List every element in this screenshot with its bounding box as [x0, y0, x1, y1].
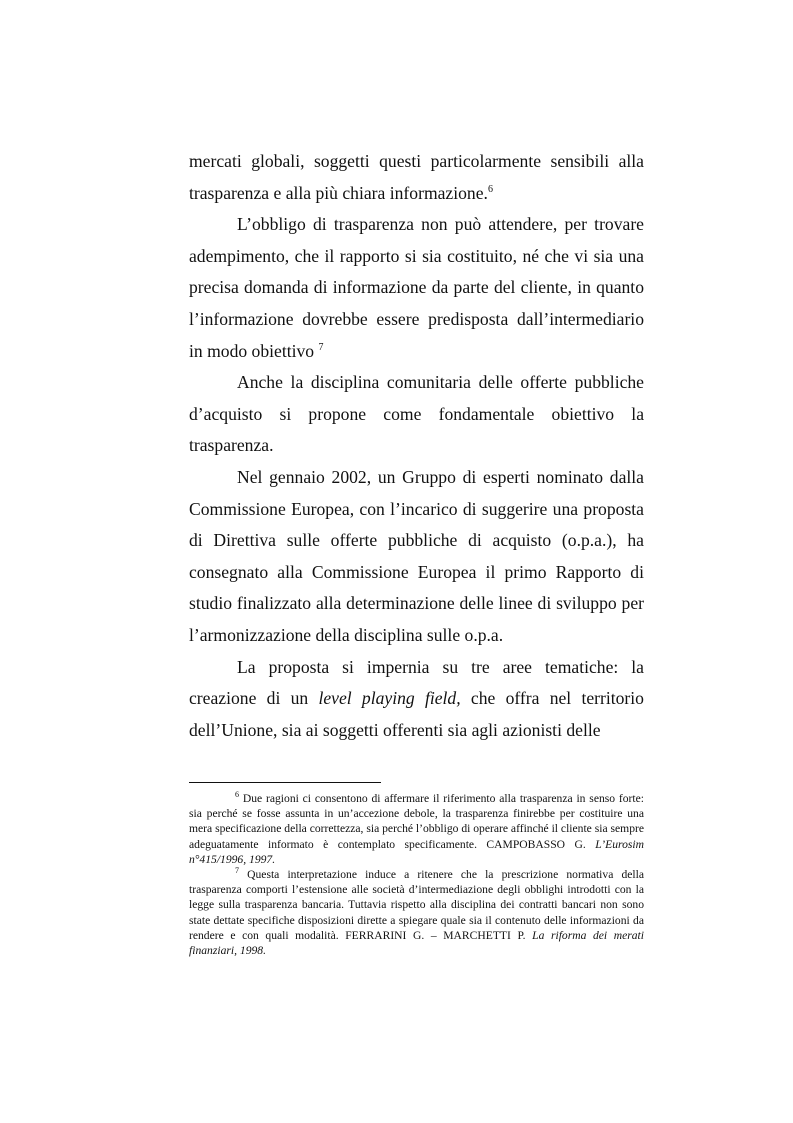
footnote-ref-7[interactable]: 7 [318, 341, 324, 353]
paragraph-2: L’obbligo di trasparenza non può attendere, per trovare adempimento, che il rapporto si sia costituito, né che vi sia una precisa domanda di informazione da parte del cliente, in quanto l’informazione dovrebbe essere predisposta dall’intermediario in modo obiettivo $^7$ [189, 214, 644, 361]
footnote-7: $^7$ Questa interpretazione induce a ritenere che la prescrizione normativa della trasparenza comporti l’estensione alle società d’intermediazione degli obblighi introdotti con la legge sulla trasparenza bancaria. Tuttavia rispetto alla disciplina dei contratti bancari non sono state dettate specifiche disposizioni dirette a spiegare quale sia il contenuto delle informazioni da rendere e con quali modalità. FERRARINI G. – MARCHETTI P. La riforma dei merati finanziari, 1998. [189, 866, 644, 958]
footnote-separator [189, 782, 381, 783]
footnote-6: $^6$ Due ragioni ci consentono di affermare il riferimento alla trasparenza in senso forte: sia perché se fosse assunta in un’accezione debole, la trasparenza finirebbe per costituire una mera specificazione della correttezza, sia perché l’obbligo di operare affinché il cliente sia sempre adeguatamente informato è contemplato specificamente. CAMPOBASSO G. L’Eurosim n°415/1996, 1997. [189, 790, 645, 866]
footnote-citation: L’Eurosim n°415/1996, 1997. [189, 837, 644, 866]
paragraph-1: mercati globali, soggetti questi particolarmente sensibili alla trasparenza e alla più chiara informazione.$^6$ [189, 151, 644, 203]
italic-term: level playing field, [318, 688, 461, 709]
footnote-ref-6[interactable]: 6 [487, 183, 493, 195]
footnote-citation: La riforma dei merati finanziari, 1998. [189, 928, 644, 958]
paragraph-3: Anche la disciplina comunitaria delle offerte pubbliche d’acquisto si propone come fondamentale obiettivo la trasparenza. [189, 372, 644, 456]
paragraph-5: La proposta si impernia su tre aree tematiche: la creazione di un level playing field, che offra nel territorio dell’Unione, sia ai soggetti offerenti sia agli azionisti delle [189, 656, 644, 740]
footnote-number: 7 [235, 866, 239, 876]
main-text [189, 146, 644, 746]
footnote-number: 6 [235, 790, 239, 800]
footnotes [189, 791, 644, 958]
paragraph-4: Nel gennaio 2002, un Gruppo di esperti nominato dalla Commissione Europea, con l’incarico di suggerire una proposta di Direttiva sulle offerte pubbliche di acquisto (o.p.a.), ha consegnato alla Commissione Europea il primo Rapporto di studio finalizzato alla determinazione delle linee di sviluppo per l’armonizzazione della disciplina sulle o.p.a. [189, 466, 644, 645]
